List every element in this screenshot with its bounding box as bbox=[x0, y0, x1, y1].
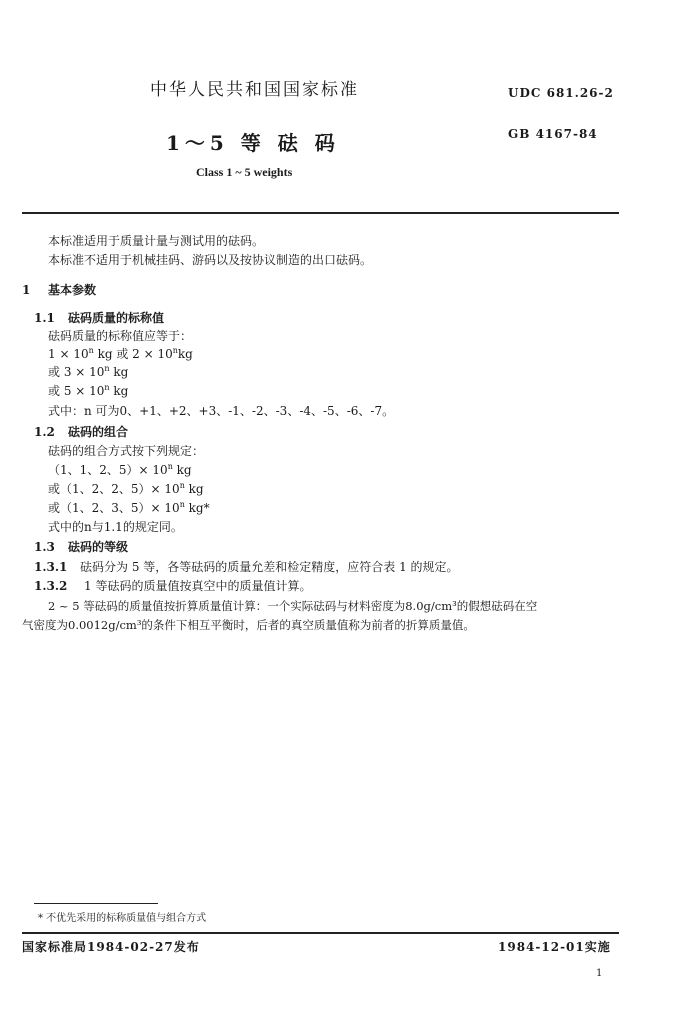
section-1-3-number: 1.3 bbox=[34, 540, 55, 554]
document-title-english: Class 1 ~ 5 weights bbox=[196, 165, 293, 179]
nominal-value-line-2: 或 $3 \times 10^n$ kg bbox=[48, 364, 129, 379]
page-number: 1 bbox=[596, 968, 603, 979]
effective-date: 1984-12-01实施 bbox=[498, 940, 611, 954]
issue-date: 国家标准局1984-02-27发布 bbox=[22, 940, 200, 954]
section-1-3-title: 砝码的等级 bbox=[68, 540, 129, 554]
combination-line-3: 或（1、2、3、$5)\times 10^n$ kg* bbox=[48, 500, 210, 515]
section-1-3-1-text: 砝码分为 5 等，各等砝码的质量允差和检定精度，应符合表 1 的规定。 bbox=[80, 560, 459, 574]
intro-line-2: 本标准不适用于机械挂码、游码以及按协议制造的出口砝码。 bbox=[48, 253, 373, 267]
section-1-2-number: 1.2 bbox=[34, 425, 55, 439]
combination-note: 式中的n与1.1的规定同。 bbox=[48, 520, 183, 534]
section-1-3-2-text: 1 等砝码的质量值按真空中的质量值计算。 bbox=[84, 579, 312, 593]
section-1-3-1-number: 1.3.1 bbox=[34, 560, 68, 574]
footnote-divider bbox=[34, 903, 158, 904]
document-title: 1～5 等 砝 码 bbox=[166, 131, 340, 155]
section-1-1-title: 砝码质量的标称值 bbox=[68, 311, 165, 325]
section-1-title: 基本参数 bbox=[48, 283, 97, 297]
nominal-value-line-1: $1 \times 10^n$ kg 或 $2 \times 10^nkg$ bbox=[48, 346, 193, 361]
intro-line-1: 本标准适用于质量计量与测试用的砝码。 bbox=[48, 234, 265, 248]
combination-line-2: 或（1、2、2、$5)\times 10^n$ kg bbox=[48, 481, 204, 496]
nominal-value-line-3: 或 $5 \times 10^n$ kg bbox=[48, 383, 129, 398]
section-1-2-intro: 砝码的组合方式按下列规定： bbox=[48, 444, 205, 458]
exponent-definition: 式中：n 可为0、+1、+2、+3、-1、-2、-3、-4、-5、-6、-7。 bbox=[48, 404, 395, 418]
combination-line-1: （1、1、2、$5)\times 10^n$ kg bbox=[48, 462, 192, 477]
header-divider bbox=[22, 212, 619, 214]
section-1-1-intro: 砝码质量的标称值应等于： bbox=[48, 329, 193, 343]
udc-code: UDC 681.26-2 bbox=[508, 86, 614, 100]
section-1-3-2-number: 1.3.2 bbox=[34, 579, 68, 593]
footer-divider bbox=[22, 932, 619, 934]
section-1-1-number: 1.1 bbox=[34, 311, 55, 325]
footnote: * 不优先采用的标称质量值与组合方式 bbox=[38, 913, 207, 924]
conventional-mass-paragraph-line-2: 气密度为0.0012g/cm³的条件下相互平衡时，后者的真空质量值称为前者的折算质量值。 bbox=[22, 618, 475, 632]
conventional-mass-paragraph-line-1: 2 ~ 5 等砝码的质量值按折算质量值计算：一个实际砝码与材料密度为8.0g/cm³的假想砝码在空 bbox=[48, 599, 538, 613]
gb-code: GB 4167-84 bbox=[508, 127, 598, 141]
section-1-2-title: 砝码的组合 bbox=[68, 425, 129, 439]
section-1-number: 1 bbox=[22, 283, 31, 297]
standard-org-title: 中华人民共和国国家标准 bbox=[150, 80, 359, 100]
